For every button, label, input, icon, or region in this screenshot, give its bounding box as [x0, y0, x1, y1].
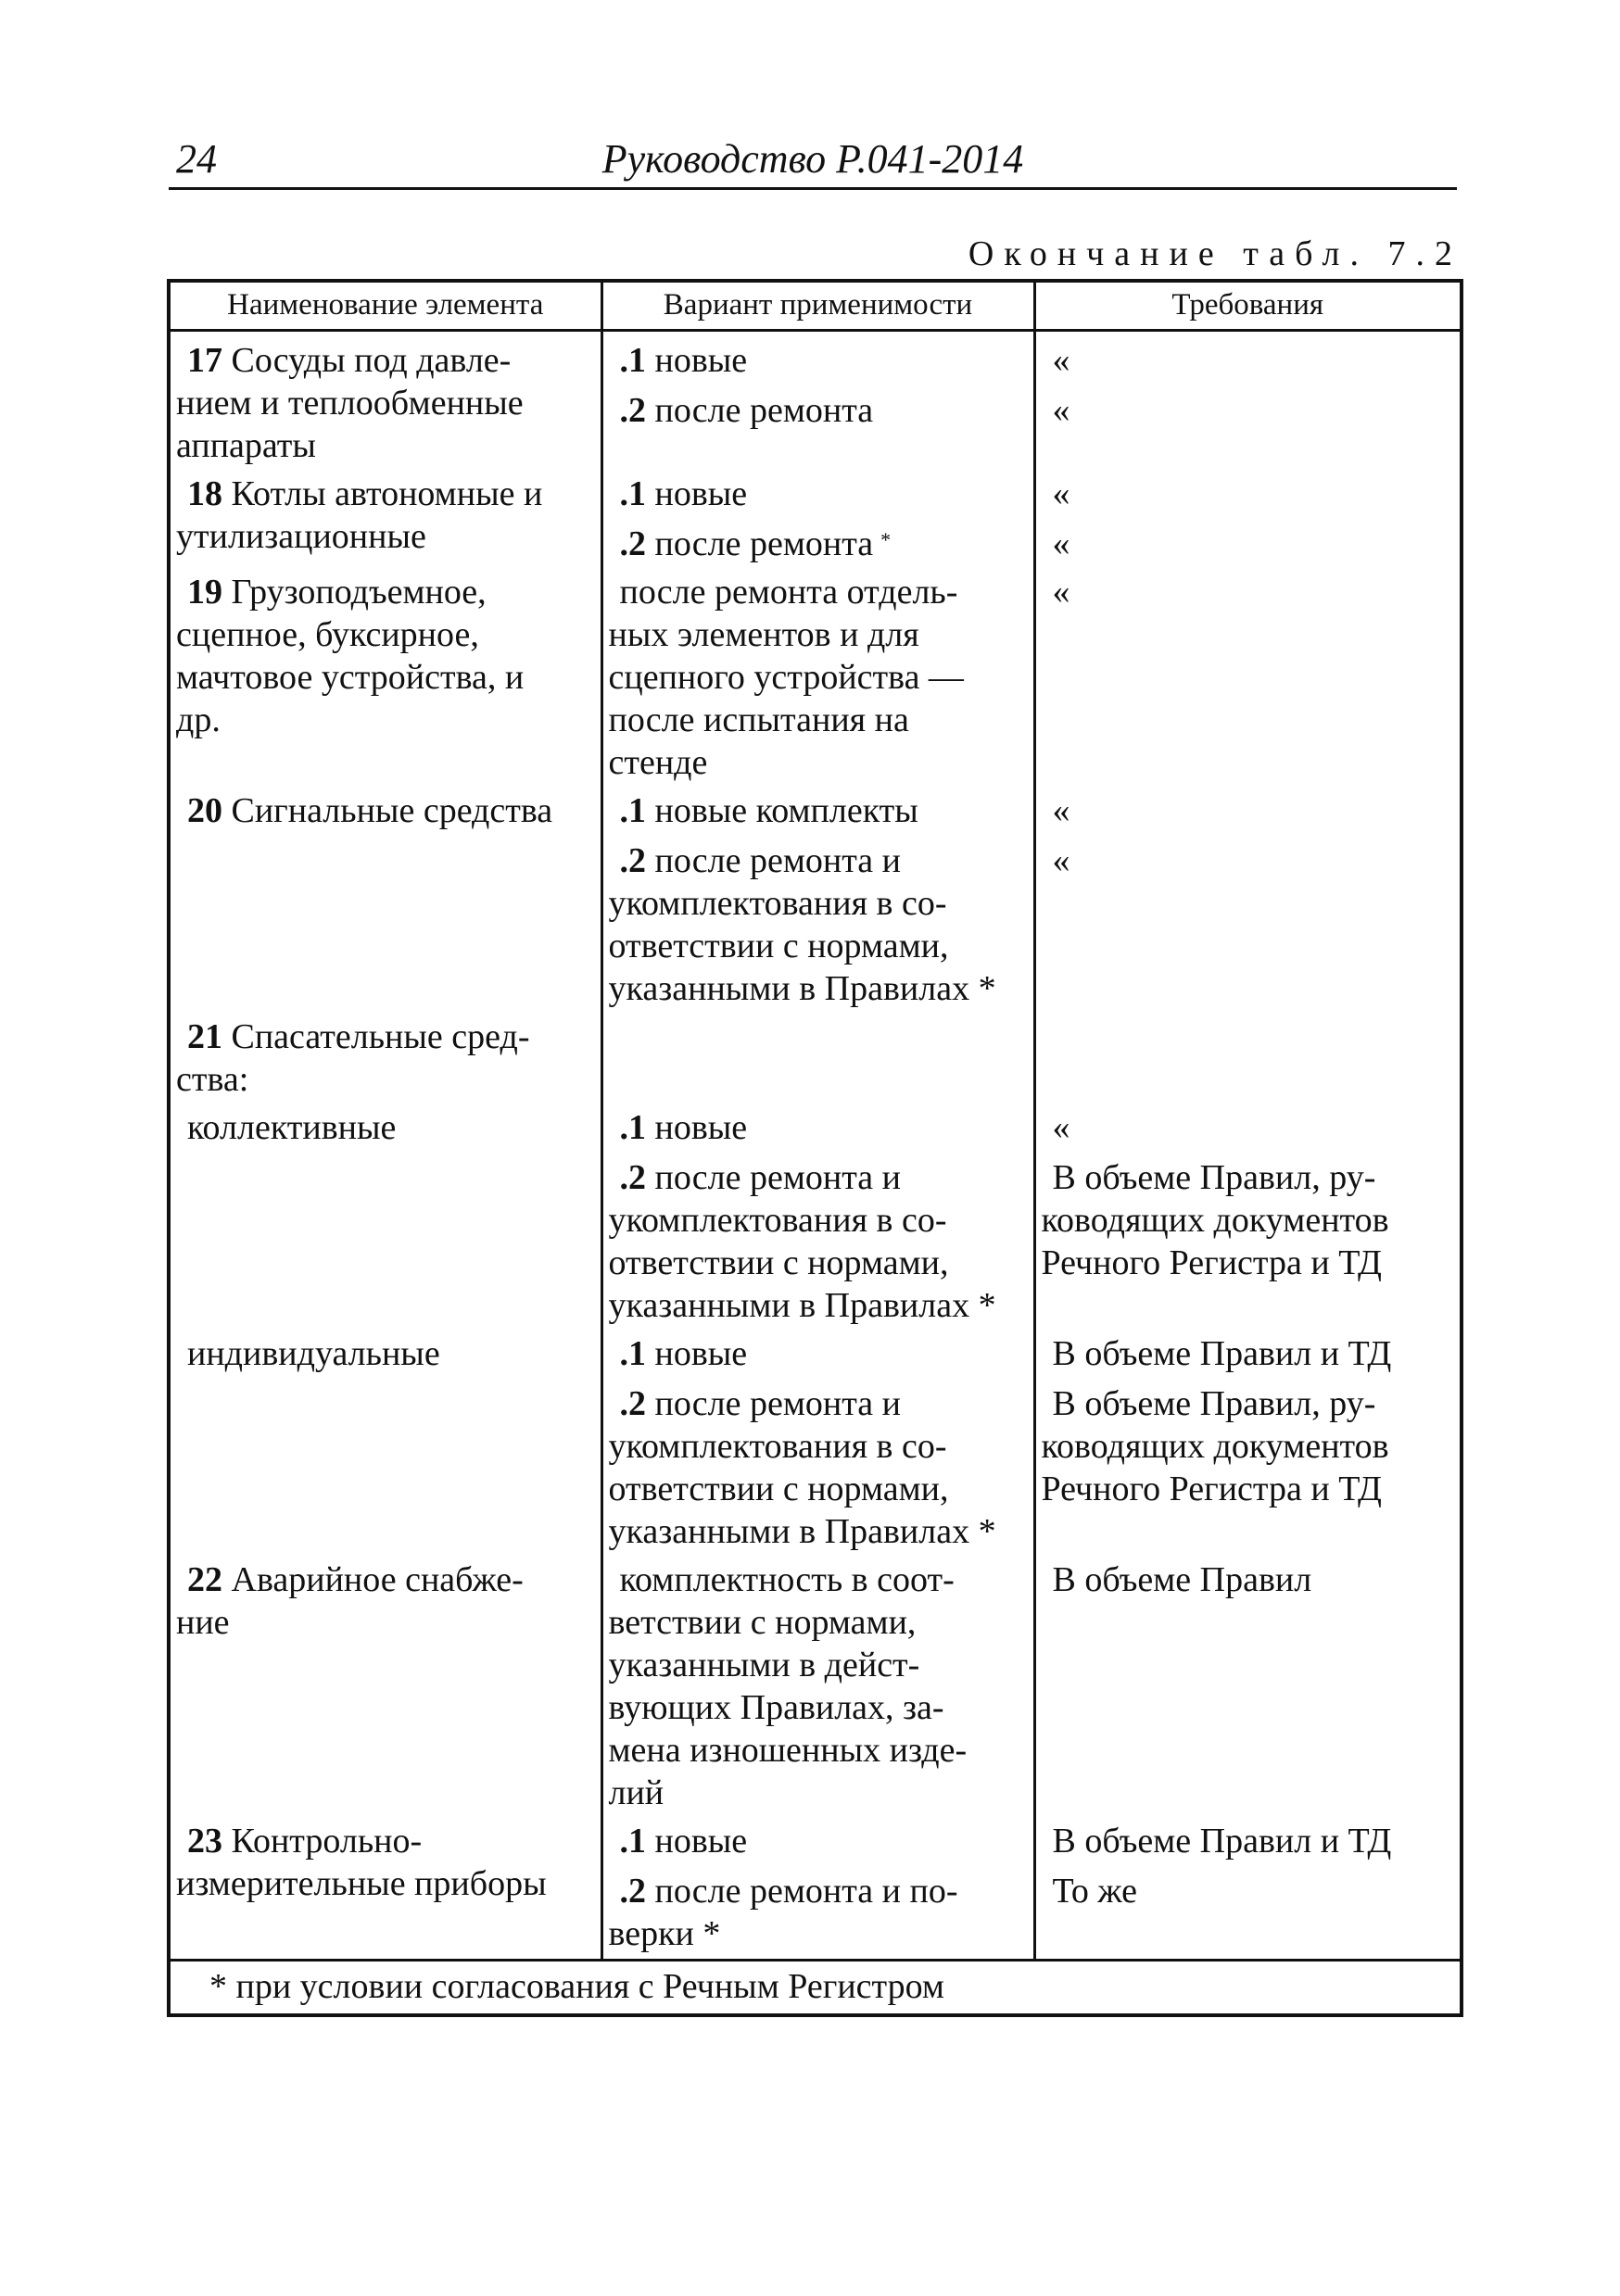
variant-number: .1: [619, 1822, 646, 1861]
element-number: 23: [187, 1822, 222, 1861]
table-row: [169, 467, 1462, 565]
requirement-text: В объеме Правил: [1052, 1560, 1312, 1599]
element-name-line: ние: [176, 1603, 230, 1642]
variant-text: комплектность в соот-: [619, 1560, 955, 1599]
element-number: 17: [187, 341, 222, 380]
variant-text: после ремонта и по-: [654, 1872, 958, 1911]
element-number: 18: [187, 474, 222, 513]
element-name-line: Сигнальные средства: [231, 791, 553, 830]
variant-number: .1: [619, 1108, 646, 1147]
variant-text: мена изношенных изде-: [608, 1731, 968, 1770]
variant-number: .2: [619, 391, 646, 430]
variant-text: новые комплекты: [654, 791, 918, 830]
element-number: 21: [187, 1017, 222, 1056]
variant-text: указанными в Правилах *: [608, 1512, 996, 1551]
variant-text: новые: [654, 474, 748, 513]
page-number: 24: [176, 136, 217, 182]
variant-text: после ремонта и: [654, 1158, 901, 1197]
variant-cell: [601, 1814, 1034, 1961]
variant-text: новые: [654, 1822, 748, 1861]
element-name-cell: [169, 1553, 601, 1814]
variant-text: новые: [654, 1334, 748, 1373]
requirement-text: «: [1052, 573, 1070, 612]
requirements-table: [167, 279, 1463, 2017]
element-name-cell: [169, 565, 601, 784]
element-name-line: Контрольно-: [231, 1822, 423, 1861]
element-name-line: сцепное, буксирное,: [176, 615, 479, 654]
variant-cell: [601, 331, 1034, 468]
element-subname: индивидуальные: [187, 1334, 440, 1373]
element-number: 22: [187, 1560, 222, 1599]
column-header-requirements: Требования: [1034, 281, 1462, 331]
table-row: [169, 565, 1462, 784]
element-name-cell: [169, 331, 601, 468]
variant-text: после ремонта отдель-: [619, 573, 958, 612]
requirement-text: ководящих документов: [1041, 1201, 1389, 1240]
requirement-cell: [1034, 1814, 1462, 1961]
requirement-text: В объеме Правил, ру-: [1052, 1158, 1376, 1197]
requirement-text: ководящих документов: [1041, 1427, 1389, 1466]
requirement-cell: [1034, 565, 1462, 784]
element-name-line: утилизационные: [176, 517, 426, 556]
document-title: Руководство Р.041-2014: [601, 136, 1024, 182]
element-name-line: измерительные приборы: [176, 1864, 547, 1903]
variant-number: .1: [619, 1334, 646, 1373]
requirement-text: Речного Регистра и ТД: [1041, 1470, 1382, 1508]
element-name-cell: [169, 784, 601, 1010]
variant-number: .2: [619, 524, 646, 563]
element-name-cell: [169, 1010, 601, 1101]
variant-text: стенде: [608, 743, 708, 782]
element-name-cell: [169, 1101, 601, 1327]
variant-number: .2: [619, 1384, 646, 1423]
requirement-text: «: [1052, 791, 1070, 830]
variant-cell: [601, 784, 1034, 1010]
variant-cell: [601, 1010, 1034, 1101]
requirement-text: Речного Регистра и ТД: [1041, 1243, 1382, 1282]
column-header-variant: Вариант применимости: [601, 281, 1034, 331]
requirement-cell: [1034, 1101, 1462, 1327]
element-name-line: ства:: [176, 1060, 249, 1099]
variant-number: .2: [619, 1872, 646, 1911]
variant-text: укомплектования в со-: [608, 1201, 947, 1240]
requirement-text: «: [1052, 391, 1070, 430]
variant-text: лий: [608, 1773, 664, 1812]
requirement-text: «: [1052, 524, 1070, 563]
requirement-text: «: [1052, 1108, 1070, 1147]
table-caption: Окончание табл. 7.2: [968, 234, 1462, 273]
table-row: [169, 1814, 1462, 1961]
variant-text: указанными в Правилах *: [608, 1286, 996, 1325]
variant-text: ответствии с нормами,: [608, 1243, 949, 1282]
requirement-text: В объеме Правил и ТД: [1052, 1822, 1392, 1861]
variant-text: верки *: [608, 1914, 721, 1953]
table-header-row: [169, 281, 1462, 331]
requirement-cell: [1034, 1010, 1462, 1101]
variant-text: сцепного устройства —: [608, 658, 964, 697]
variant-number: .2: [619, 841, 646, 880]
variant-text: указанными в Правилах *: [608, 969, 996, 1008]
element-subname: коллективные: [187, 1108, 397, 1147]
element-name-line: аппараты: [176, 426, 316, 465]
variant-cell: [601, 467, 1034, 565]
element-name-line: др.: [176, 700, 221, 739]
variant-text: после ремонта: [654, 391, 874, 430]
requirement-cell: [1034, 1327, 1462, 1553]
table-row: [169, 784, 1462, 1010]
element-name-line: Аварийное снабже-: [231, 1560, 524, 1599]
variant-text: после испытания на: [608, 700, 909, 739]
element-name-line: Спасательные сред-: [231, 1017, 530, 1056]
requirement-cell: [1034, 1553, 1462, 1814]
table-row: [169, 1101, 1462, 1327]
variant-text: указанными в дейст-: [608, 1646, 920, 1684]
footnote-marker: *: [880, 528, 892, 551]
element-name-cell: [169, 1327, 601, 1553]
variant-text: после ремонта: [654, 524, 874, 563]
element-name-line: Грузоподъемное,: [231, 573, 487, 612]
variant-number: .1: [619, 474, 646, 513]
variant-text: ветствии с нормами,: [608, 1603, 917, 1642]
element-name-cell: [169, 1814, 601, 1961]
variant-text: укомплектования в со-: [608, 1427, 947, 1466]
variant-text: ответствии с нормами,: [608, 1470, 949, 1508]
variant-cell: [601, 1101, 1034, 1327]
variant-text: вующих Правилах, за-: [608, 1688, 944, 1727]
element-name-line: мачтовое устройства, и: [176, 658, 525, 697]
table-row: [169, 1010, 1462, 1101]
table-row: [169, 331, 1462, 468]
table-row: [169, 1327, 1462, 1553]
variant-text: укомплектования в со-: [608, 884, 947, 923]
requirement-cell: [1034, 331, 1462, 468]
element-number: 20: [187, 791, 222, 830]
requirement-text: «: [1052, 474, 1070, 513]
requirement-text: В объеме Правил, ру-: [1052, 1384, 1376, 1423]
table-row: [169, 1553, 1462, 1814]
variant-number: .1: [619, 341, 646, 380]
requirement-text: «: [1052, 841, 1070, 880]
variant-cell: [601, 1327, 1034, 1553]
requirement-cell: [1034, 467, 1462, 565]
variant-text: после ремонта и: [654, 841, 901, 880]
variant-text: новые: [654, 1108, 748, 1147]
column-header-name: Наименование элемента: [169, 281, 601, 331]
variant-number: .1: [619, 791, 646, 830]
element-name-line: Сосуды под давле-: [231, 341, 512, 380]
requirement-text: В объеме Правил и ТД: [1052, 1334, 1392, 1373]
requirement-text: «: [1052, 341, 1070, 380]
table-footnote: * при условии согласования с Речным Регистром: [169, 1961, 1462, 2016]
variant-text: новые: [654, 341, 748, 380]
table-footnote-row: [169, 1961, 1462, 2016]
variant-text: ных элементов и для: [608, 615, 919, 654]
element-name-line: Котлы автономные и: [231, 474, 543, 513]
running-header: [169, 130, 1457, 190]
variant-text: ответствии с нормами,: [608, 927, 949, 965]
element-number: 19: [187, 573, 222, 612]
variant-cell: [601, 565, 1034, 784]
variant-cell: [601, 1553, 1034, 1814]
requirement-text: То же: [1052, 1872, 1137, 1911]
variant-text: после ремонта и: [654, 1384, 901, 1423]
requirement-cell: [1034, 784, 1462, 1010]
element-name-line: нием и теплообменные: [176, 384, 524, 423]
element-name-cell: [169, 467, 601, 565]
variant-number: .2: [619, 1158, 646, 1197]
